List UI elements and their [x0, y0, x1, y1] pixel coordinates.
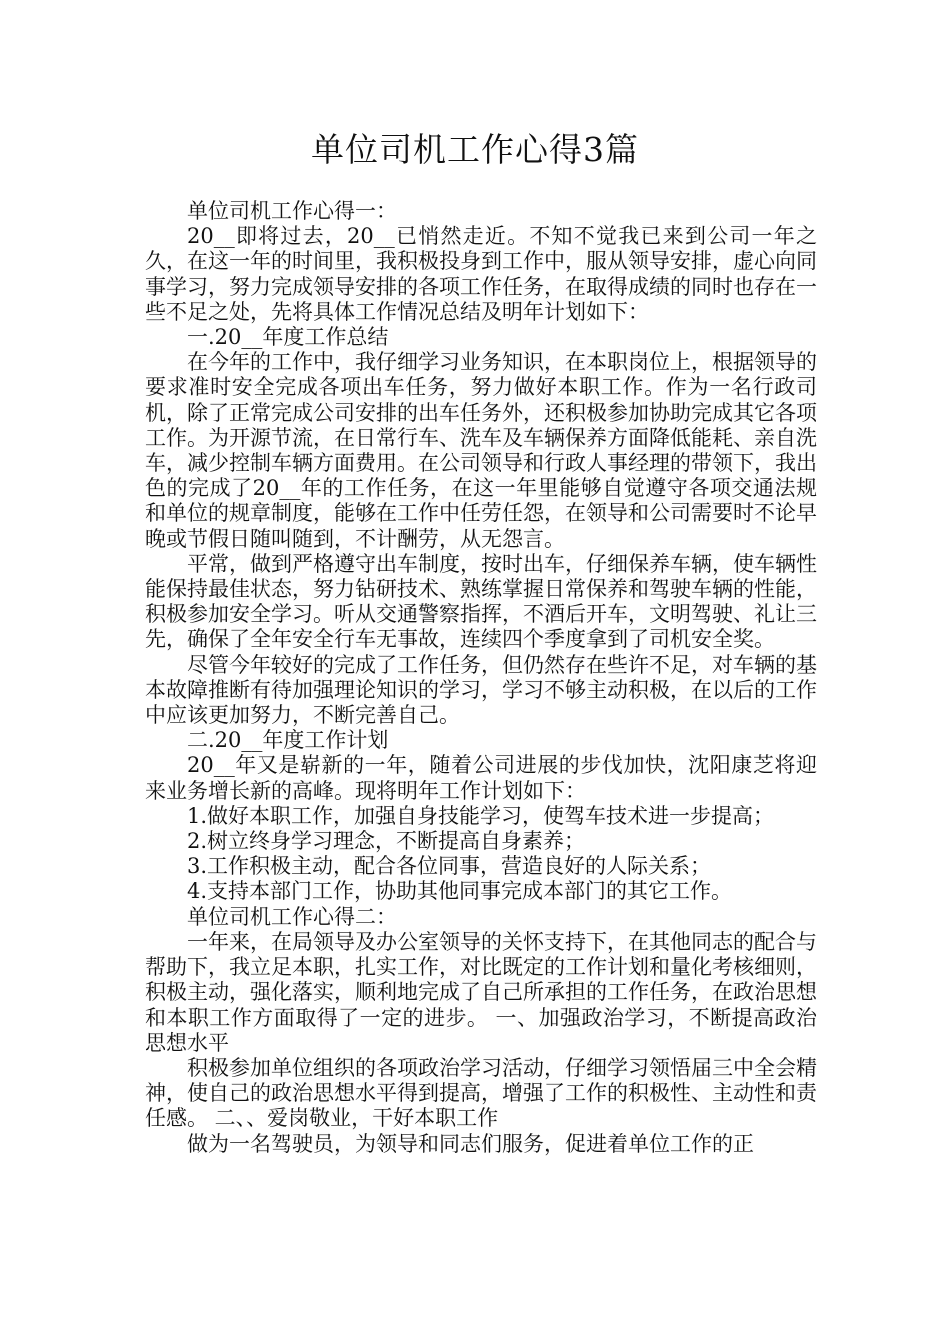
- paragraph: 20__即将过去，20__已悄然走近。不知不觉我已来到公司一年之久，在这一年的时间里，我积极投身到工作中，服从领导安排，虚心向同事学习，努力完成领导安排的各项工作任务，在取得成绩的同时也存在一些不足之处，先将具体工作情况总结及明年计划如下：: [145, 224, 817, 324]
- paragraph: 尽管今年较好的完成了工作任务，但仍然存在些许不足，对车辆的基本故障推断有待加强理论知识的学习，学习不够主动积极，在以后的工作中应该更加努力，不断完善自己。: [145, 652, 817, 728]
- paragraph: 做为一名驾驶员，为领导和同志们服务，促进着单位工作的正: [187, 1131, 754, 1156]
- plan-item: 3.工作积极主动，配合各位同事，营造良好的人际关系；: [187, 854, 712, 879]
- paragraph: 在今年的工作中，我仔细学习业务知识，在本职岗位上，根据领导的要求准时安全完成各项出车任务，努力做好本职工作。作为一名行政司机，除了正常完成公司安排的出车任务外，还积极参加协助完成其它各项工作。为开源节流，在日常行车、洗车及车辆保养方面降低能耗、亲自洗车，减少控制车辆方面费用。在公司领导和行政人事经理的带领下，我出色的完成了20__年的工作任务，在这一年里能够自觉遵守各项交通法规和单位的规章制度，能够在工作中任劳任怨，在领导和公司需要时不论早晚或节假日随叫随到，不计酬劳，从无怨言。: [145, 350, 817, 551]
- subheading-summary: 一.20__年度工作总结: [187, 325, 389, 350]
- section-heading-1: 单位司机工作心得一：: [187, 199, 397, 223]
- plan-item: 2.树立终身学习理念，不断提高自身素养；: [187, 829, 586, 854]
- section-heading-2: 单位司机工作心得二：: [187, 904, 397, 929]
- paragraph: 平常，做到严格遵守出车制度，按时出车，仔细保养车辆，使车辆性能保持最佳状态，努力钻研技术、熟练掌握日常保养和驾驶车辆的性能，积极参加安全学习。听从交通警察指挥，不酒后开车，文明驾驶、礼让三先，确保了全年安全行车无事故，连续四个季度拿到了司机安全奖。: [145, 551, 817, 652]
- paragraph: 一年来，在局领导及办公室领导的关怀支持下，在其他同志的配合与帮助下，我立足本职，扎实工作，对比既定的工作计划和量化考核细则，积极主动，强化落实，顺利地完成了自己所承担的工作任务，在政治思想和本职工作方面取得了一定的进步。 一、加强政治学习，不断提高政治思想水平: [145, 929, 817, 1055]
- document-body: [145, 199, 817, 1157]
- paragraph: 积极参加单位组织的各项政治学习活动，仔细学习领悟届三中全会精神，使自己的政治思想水平得到提高，增强了工作的积极性、主动性和责任感。 二、、爱岗敬业，干好本职工作: [145, 1055, 817, 1131]
- plan-item: 4.支持本部门工作，协助其他同事完成本部门的其它工作。: [187, 879, 733, 904]
- subheading-plan: 二.20__年度工作计划: [187, 728, 389, 753]
- document-title: 单位司机工作心得3篇: [311, 130, 639, 169]
- plan-item: 1.做好本职工作，加强自身技能学习，使驾车技术进一步提高；: [187, 803, 775, 828]
- paragraph: 20__年又是崭新的一年，随着公司进展的步伐加快，沈阳康芝将迎来业务增长新的高峰。现将明年工作计划如下：: [145, 753, 817, 803]
